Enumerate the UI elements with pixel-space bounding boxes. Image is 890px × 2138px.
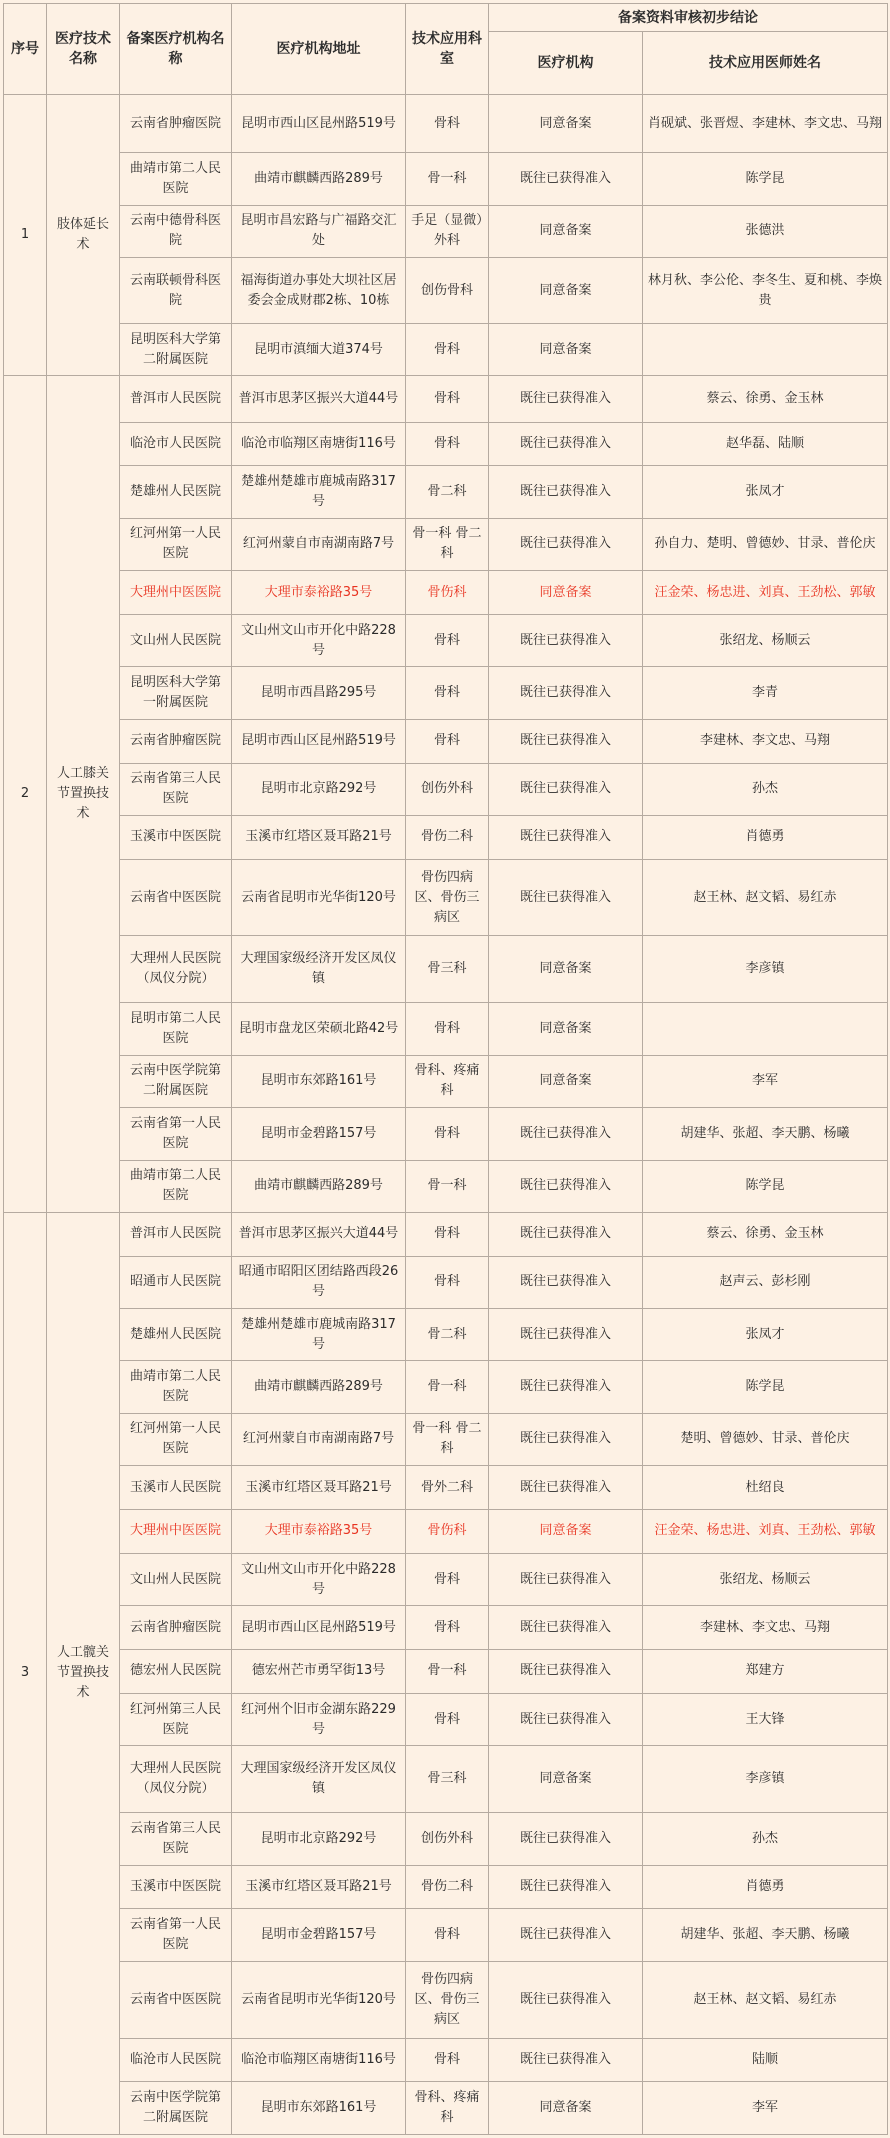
- doctors-cell: 蔡云、徐勇、金玉林: [643, 376, 888, 422]
- doctors-cell: 陈学昆: [643, 153, 888, 205]
- conclusion-cell: 既往已获得准入: [489, 719, 643, 763]
- department-cell: 骨外二科: [406, 1466, 489, 1510]
- institution-cell: 昆明医科大学第二附属医院: [120, 323, 232, 375]
- department-cell: 骨三科: [406, 936, 489, 1003]
- doctors-cell: 楚明、曾德妙、甘录、普伦庆: [643, 1413, 888, 1465]
- address-cell: 云南省昆明市光华街120号: [232, 859, 406, 936]
- department-cell: 骨伤二科: [406, 1865, 489, 1909]
- department-cell: 创伤外科: [406, 1813, 489, 1865]
- table-row: [4, 859, 888, 936]
- conclusion-cell: 同意备案: [489, 323, 643, 375]
- institution-cell: 云南联顿骨科医院: [120, 258, 232, 324]
- department-cell: 骨三科: [406, 1746, 489, 1813]
- table-row: [4, 1961, 888, 2038]
- doctors-cell: 李建林、李文忠、马翔: [643, 1606, 888, 1650]
- institution-cell: 云南省第三人民医院: [120, 763, 232, 815]
- department-cell: 骨一科 骨二科: [406, 518, 489, 570]
- doctors-cell: 李军: [643, 1055, 888, 1107]
- table-row: [4, 1746, 888, 1813]
- conclusion-cell: 同意备案: [489, 258, 643, 324]
- table-row: [4, 1606, 888, 1650]
- table-row: [4, 1212, 888, 1256]
- doctors-cell: 胡建华、张超、李天鹏、杨曦: [643, 1909, 888, 1961]
- institution-cell: 曲靖市第二人民医院: [120, 1160, 232, 1212]
- institution-cell: 大理州中医医院: [120, 571, 232, 615]
- department-cell: 骨伤二科: [406, 815, 489, 859]
- doctors-cell: 林月秋、李公伦、李冬生、夏和桃、李焕贵: [643, 258, 888, 324]
- table-row: [4, 1309, 888, 1361]
- address-cell: 玉溪市红塔区聂耳路21号: [232, 815, 406, 859]
- institution-cell: 大理州人民医院（凤仪分院）: [120, 936, 232, 1003]
- department-cell: 创伤外科: [406, 763, 489, 815]
- address-cell: 大理市泰裕路35号: [232, 571, 406, 615]
- doctors-cell: 李彦镇: [643, 1746, 888, 1813]
- table-row: [4, 323, 888, 375]
- conclusion-cell: 既往已获得准入: [489, 1160, 643, 1212]
- institution-cell: 文山州人民医院: [120, 1553, 232, 1605]
- conclusion-cell: 既往已获得准入: [489, 1909, 643, 1961]
- doctors-cell: 张绍龙、杨顺云: [643, 614, 888, 666]
- address-cell: 楚雄州楚雄市鹿城南路317号: [232, 466, 406, 518]
- filing-review-table: [3, 3, 888, 2135]
- conclusion-cell: 既往已获得准入: [489, 1865, 643, 1909]
- address-cell: 大理市泰裕路35号: [232, 1510, 406, 1554]
- conclusion-cell: 同意备案: [489, 936, 643, 1003]
- conclusion-cell: 既往已获得准入: [489, 1553, 643, 1605]
- doctors-cell: 汪金荣、杨忠进、刘真、王劲松、郭敏: [643, 571, 888, 615]
- conclusion-cell: 既往已获得准入: [489, 1108, 643, 1160]
- table-row: [4, 719, 888, 763]
- table-row: [4, 763, 888, 815]
- doctors-cell: [643, 1003, 888, 1055]
- address-cell: 昆明市东郊路161号: [232, 1055, 406, 1107]
- address-cell: 大理国家级经济开发区凤仪镇: [232, 1746, 406, 1813]
- doctors-cell: 张绍龙、杨顺云: [643, 1553, 888, 1605]
- institution-cell: 红河州第一人民医院: [120, 1413, 232, 1465]
- seq-cell: 2: [4, 376, 47, 1213]
- table-row: [4, 258, 888, 324]
- table-row: [4, 1650, 888, 1694]
- doctors-cell: 张凤才: [643, 466, 888, 518]
- address-cell: 昆明市昌宏路与广福路交汇处: [232, 205, 406, 257]
- address-cell: 玉溪市红塔区聂耳路21号: [232, 1865, 406, 1909]
- conclusion-cell: 同意备案: [489, 571, 643, 615]
- conclusion-cell: 既往已获得准入: [489, 422, 643, 466]
- institution-cell: 云南中医学院第二附属医院: [120, 1055, 232, 1107]
- address-cell: 大理国家级经济开发区凤仪镇: [232, 936, 406, 1003]
- institution-cell: 红河州第一人民医院: [120, 518, 232, 570]
- address-cell: 红河州个旧市金湖东路229号: [232, 1693, 406, 1745]
- address-cell: 临沧市临翔区南塘街116号: [232, 422, 406, 466]
- institution-cell: 云南省第三人民医院: [120, 1813, 232, 1865]
- department-cell: 骨一科: [406, 153, 489, 205]
- institution-cell: 文山州人民医院: [120, 614, 232, 666]
- address-cell: 昆明市金碧路157号: [232, 1909, 406, 1961]
- department-cell: 骨科: [406, 1553, 489, 1605]
- table-row: [4, 2038, 888, 2082]
- address-cell: 普洱市思茅区振兴大道44号: [232, 376, 406, 422]
- table-row: [4, 422, 888, 466]
- department-cell: 骨科: [406, 1909, 489, 1961]
- table-row: [4, 1510, 888, 1554]
- institution-cell: 昆明医科大学第一附属医院: [120, 667, 232, 719]
- doctors-cell: 郑建方: [643, 1650, 888, 1694]
- conclusion-cell: 既往已获得准入: [489, 667, 643, 719]
- department-cell: 骨科: [406, 1606, 489, 1650]
- table-row: [4, 1865, 888, 1909]
- conclusion-cell: 既往已获得准入: [489, 376, 643, 422]
- doctors-cell: 李建林、李文忠、马翔: [643, 719, 888, 763]
- institution-cell: 大理州人民医院（凤仪分院）: [120, 1746, 232, 1813]
- conclusion-cell: 既往已获得准入: [489, 1309, 643, 1361]
- doctors-cell: 张德洪: [643, 205, 888, 257]
- institution-cell: 云南中德骨科医院: [120, 205, 232, 257]
- header-address: 医疗机构地址: [232, 4, 406, 95]
- table-row: [4, 936, 888, 1003]
- institution-cell: 云南省肿瘤医院: [120, 719, 232, 763]
- institution-cell: 红河州第三人民医院: [120, 1693, 232, 1745]
- conclusion-cell: 既往已获得准入: [489, 1212, 643, 1256]
- doctors-cell: 赵华磊、陆顺: [643, 422, 888, 466]
- address-cell: 昭通市昭阳区团结路西段26号: [232, 1256, 406, 1308]
- department-cell: 骨科: [406, 667, 489, 719]
- institution-cell: 玉溪市中医医院: [120, 1865, 232, 1909]
- doctors-cell: 孙自力、楚明、曾德妙、甘录、普伦庆: [643, 518, 888, 570]
- table-row: [4, 376, 888, 422]
- conclusion-cell: 同意备案: [489, 95, 643, 153]
- header-seq: 序号: [4, 4, 47, 95]
- tech-name-cell: 人工髋关节置换技术: [47, 1212, 120, 2134]
- header-tech-name: 医疗技术名称: [47, 4, 120, 95]
- institution-cell: 临沧市人民医院: [120, 422, 232, 466]
- conclusion-cell: 既往已获得准入: [489, 153, 643, 205]
- doctors-cell: 李彦镇: [643, 936, 888, 1003]
- department-cell: 骨一科: [406, 1361, 489, 1413]
- institution-cell: 大理州中医医院: [120, 1510, 232, 1554]
- doctors-cell: 汪金荣、杨忠进、刘真、王劲松、郭敏: [643, 1510, 888, 1554]
- department-cell: 创伤骨科: [406, 258, 489, 324]
- address-cell: 福海街道办事处大坝社区居委会金成财郡2栋、10栋: [232, 258, 406, 324]
- department-cell: 骨科: [406, 1693, 489, 1745]
- address-cell: 昆明市滇缅大道374号: [232, 323, 406, 375]
- conclusion-cell: 同意备案: [489, 1746, 643, 1813]
- institution-cell: 临沧市人民医院: [120, 2038, 232, 2082]
- table-row: [4, 1813, 888, 1865]
- doctors-cell: 陈学昆: [643, 1361, 888, 1413]
- address-cell: 红河州蒙自市南湖南路7号: [232, 1413, 406, 1465]
- table-row: [4, 1361, 888, 1413]
- address-cell: 昆明市西昌路295号: [232, 667, 406, 719]
- conclusion-cell: 既往已获得准入: [489, 1256, 643, 1308]
- institution-cell: 曲靖市第二人民医院: [120, 153, 232, 205]
- conclusion-cell: 既往已获得准入: [489, 2038, 643, 2082]
- address-cell: 昆明市金碧路157号: [232, 1108, 406, 1160]
- institution-cell: 云南中医学院第二附属医院: [120, 2082, 232, 2135]
- conclusion-cell: 同意备案: [489, 205, 643, 257]
- doctors-cell: 张凤才: [643, 1309, 888, 1361]
- institution-cell: 云南省中医医院: [120, 859, 232, 936]
- table-row: [4, 614, 888, 666]
- department-cell: 骨一科 骨二科: [406, 1413, 489, 1465]
- institution-cell: 楚雄州人民医院: [120, 1309, 232, 1361]
- conclusion-cell: 同意备案: [489, 1510, 643, 1554]
- institution-cell: 云南省第一人民医院: [120, 1909, 232, 1961]
- address-cell: 德宏州芒市勇罕街13号: [232, 1650, 406, 1694]
- doctors-cell: 蔡云、徐勇、金玉林: [643, 1212, 888, 1256]
- address-cell: 昆明市西山区昆州路519号: [232, 95, 406, 153]
- header-review-group: 备案资料审核初步结论: [489, 4, 888, 32]
- table-row: [4, 153, 888, 205]
- doctors-cell: 赵王林、赵文韬、易红赤: [643, 1961, 888, 2038]
- institution-cell: 德宏州人民医院: [120, 1650, 232, 1694]
- doctors-cell: 孙杰: [643, 763, 888, 815]
- address-cell: 昆明市西山区昆州路519号: [232, 719, 406, 763]
- table-row: [4, 1553, 888, 1605]
- doctors-cell: 肖德勇: [643, 1865, 888, 1909]
- table-row: [4, 1160, 888, 1212]
- department-cell: 骨科: [406, 719, 489, 763]
- department-cell: 骨一科: [406, 1160, 489, 1212]
- doctors-cell: 李青: [643, 667, 888, 719]
- doctors-cell: 赵王林、赵文韬、易红赤: [643, 859, 888, 936]
- institution-cell: 普洱市人民医院: [120, 376, 232, 422]
- address-cell: 普洱市思茅区振兴大道44号: [232, 1212, 406, 1256]
- address-cell: 曲靖市麒麟西路289号: [232, 1160, 406, 1212]
- address-cell: 昆明市西山区昆州路519号: [232, 1606, 406, 1650]
- conclusion-cell: 既往已获得准入: [489, 1606, 643, 1650]
- doctors-cell: 孙杰: [643, 1813, 888, 1865]
- department-cell: 骨科: [406, 422, 489, 466]
- conclusion-cell: 同意备案: [489, 1055, 643, 1107]
- seq-cell: 1: [4, 95, 47, 376]
- tech-name-cell: 肢体延长术: [47, 95, 120, 376]
- conclusion-cell: 既往已获得准入: [489, 1413, 643, 1465]
- conclusion-cell: 既往已获得准入: [489, 763, 643, 815]
- institution-cell: 楚雄州人民医院: [120, 466, 232, 518]
- doctors-cell: 李军: [643, 2082, 888, 2135]
- address-cell: 曲靖市麒麟西路289号: [232, 153, 406, 205]
- department-cell: 骨二科: [406, 1309, 489, 1361]
- institution-cell: 曲靖市第二人民医院: [120, 1361, 232, 1413]
- table-row: [4, 518, 888, 570]
- conclusion-cell: 既往已获得准入: [489, 1693, 643, 1745]
- table-row: [4, 1413, 888, 1465]
- department-cell: 骨二科: [406, 466, 489, 518]
- table-row: [4, 1055, 888, 1107]
- department-cell: 骨科: [406, 376, 489, 422]
- table-row: [4, 1108, 888, 1160]
- table-row: [4, 571, 888, 615]
- institution-cell: 玉溪市人民医院: [120, 1466, 232, 1510]
- institution-cell: 昆明市第二人民医院: [120, 1003, 232, 1055]
- table-row: [4, 2082, 888, 2135]
- table-row: [4, 95, 888, 153]
- address-cell: 文山州文山市开化中路228号: [232, 1553, 406, 1605]
- seq-cell: 3: [4, 1212, 47, 2134]
- department-cell: 骨科: [406, 1212, 489, 1256]
- address-cell: 楚雄州楚雄市鹿城南路317号: [232, 1309, 406, 1361]
- address-cell: 昆明市东郊路161号: [232, 2082, 406, 2135]
- address-cell: 昆明市北京路292号: [232, 763, 406, 815]
- department-cell: 骨伤四病区、骨伤三病区: [406, 859, 489, 936]
- department-cell: 骨科: [406, 2038, 489, 2082]
- tech-name-cell: 人工膝关节置换技术: [47, 376, 120, 1213]
- address-cell: 红河州蒙自市南湖南路7号: [232, 518, 406, 570]
- address-cell: 玉溪市红塔区聂耳路21号: [232, 1466, 406, 1510]
- conclusion-cell: 同意备案: [489, 2082, 643, 2135]
- department-cell: 骨科: [406, 614, 489, 666]
- doctors-cell: 杜绍良: [643, 1466, 888, 1510]
- department-cell: 手足（显微）外科: [406, 205, 489, 257]
- address-cell: 昆明市盘龙区荣硕北路42号: [232, 1003, 406, 1055]
- table-row: [4, 1256, 888, 1308]
- institution-cell: 昭通市人民医院: [120, 1256, 232, 1308]
- table-body: [4, 95, 888, 2135]
- doctors-cell: 肖砚斌、张晋煜、李建林、李文忠、马翔: [643, 95, 888, 153]
- table-row: [4, 205, 888, 257]
- conclusion-cell: 既往已获得准入: [489, 1961, 643, 2038]
- address-cell: 曲靖市麒麟西路289号: [232, 1361, 406, 1413]
- conclusion-cell: 既往已获得准入: [489, 1466, 643, 1510]
- header-institution-name: 备案医疗机构名称: [120, 4, 232, 95]
- department-cell: 骨科: [406, 1108, 489, 1160]
- department-cell: 骨伤科: [406, 571, 489, 615]
- department-cell: 骨科: [406, 1256, 489, 1308]
- table-row: [4, 1693, 888, 1745]
- doctors-cell: 王大锋: [643, 1693, 888, 1745]
- conclusion-cell: 既往已获得准入: [489, 859, 643, 936]
- conclusion-cell: 既往已获得准入: [489, 1650, 643, 1694]
- address-cell: 云南省昆明市光华街120号: [232, 1961, 406, 2038]
- conclusion-cell: 既往已获得准入: [489, 614, 643, 666]
- doctors-cell: [643, 323, 888, 375]
- department-cell: 骨科、疼痛科: [406, 1055, 489, 1107]
- table-row: [4, 1909, 888, 1961]
- doctors-cell: 赵声云、彭杉刚: [643, 1256, 888, 1308]
- institution-cell: 云南省肿瘤医院: [120, 95, 232, 153]
- conclusion-cell: 既往已获得准入: [489, 1361, 643, 1413]
- department-cell: 骨科、疼痛科: [406, 2082, 489, 2135]
- conclusion-cell: 既往已获得准入: [489, 466, 643, 518]
- conclusion-cell: 既往已获得准入: [489, 1813, 643, 1865]
- address-cell: 昆明市北京路292号: [232, 1813, 406, 1865]
- institution-cell: 云南省中医医院: [120, 1961, 232, 2038]
- table-row: [4, 667, 888, 719]
- doctors-cell: 陈学昆: [643, 1160, 888, 1212]
- doctors-cell: 陆顺: [643, 2038, 888, 2082]
- institution-cell: 云南省肿瘤医院: [120, 1606, 232, 1650]
- table-row: [4, 815, 888, 859]
- department-cell: 骨科: [406, 323, 489, 375]
- table-row: [4, 1003, 888, 1055]
- table-row: [4, 1466, 888, 1510]
- doctors-cell: 胡建华、张超、李天鹏、杨曦: [643, 1108, 888, 1160]
- institution-cell: 普洱市人民医院: [120, 1212, 232, 1256]
- conclusion-cell: 同意备案: [489, 1003, 643, 1055]
- conclusion-cell: 既往已获得准入: [489, 518, 643, 570]
- doctors-cell: 肖德勇: [643, 815, 888, 859]
- header-department: 技术应用科室: [406, 4, 489, 95]
- department-cell: 骨伤科: [406, 1510, 489, 1554]
- header-review-institution: 医疗机构: [489, 32, 643, 95]
- address-cell: 临沧市临翔区南塘街116号: [232, 2038, 406, 2082]
- conclusion-cell: 既往已获得准入: [489, 815, 643, 859]
- department-cell: 骨科: [406, 95, 489, 153]
- institution-cell: 玉溪市中医医院: [120, 815, 232, 859]
- table-row: [4, 466, 888, 518]
- department-cell: 骨伤四病区、骨伤三病区: [406, 1961, 489, 2038]
- department-cell: 骨科: [406, 1003, 489, 1055]
- address-cell: 文山州文山市开化中路228号: [232, 614, 406, 666]
- department-cell: 骨一科: [406, 1650, 489, 1694]
- institution-cell: 云南省第一人民医院: [120, 1108, 232, 1160]
- header-review-doctors: 技术应用医师姓名: [643, 32, 888, 95]
